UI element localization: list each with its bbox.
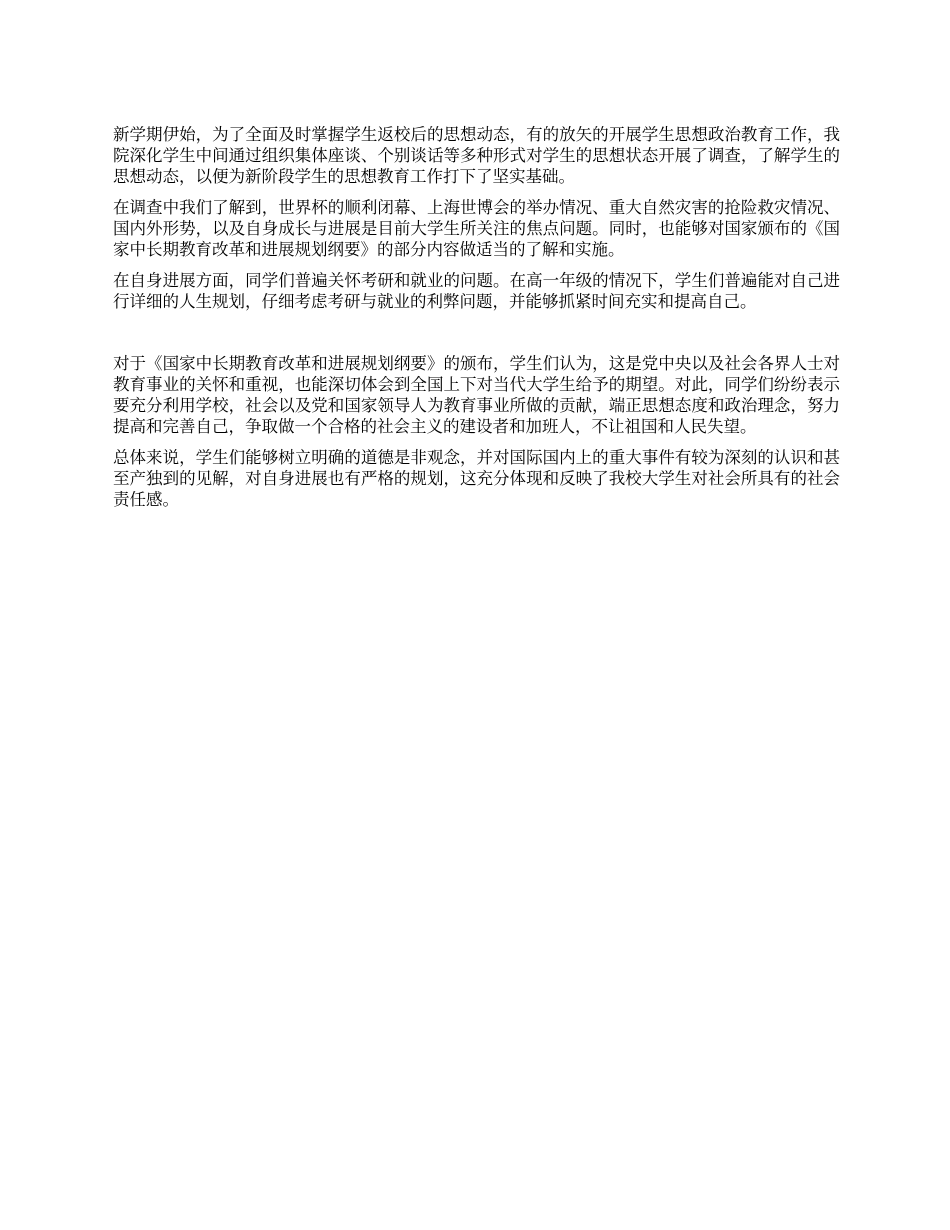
paragraph-3: 在自身进展方面，同学们普遍关怀考研和就业的问题。在高一年级的情况下，学生们普遍能对自己进行详细的人生规划，仔细考虑考研与就业的利弊问题，并能够抓紧时间充实和提高自己。 — [113, 271, 840, 311]
document-body — [113, 124, 840, 520]
paragraph-5: 总体来说，学生们能够树立明确的道德是非观念，并对国际国内上的重大事件有较为深刻的认识和甚至产独到的见解，对自身进展也有严格的规划，这充分体现和反映了我校大学生对社会所具有的社会责任感。 — [113, 448, 840, 509]
paragraph-4: 对于《国家中长期教育改革和进展规划纲要》的颁布，学生们认为，这是党中央以及社会各界人士对教育事业的关怀和重视，也能深切体会到全国上下对当代大学生给予的期望。对此，同学们纷纷表示要充分利用学校，社会以及党和国家领导人为教育事业所做的贡献，端正思想态度和政治理念，努力提高和完善自己，争取做一个合格的社会主义的建设者和加班人，不让祖国和人民失望。 — [113, 354, 840, 436]
paragraph-gap — [113, 322, 840, 353]
paragraph-1: 新学期伊始，为了全面及时掌握学生返校后的思想动态，有的放矢的开展学生思想政治教育工作，我院深化学生中间通过组织集体座谈、个别谈话等多种形式对学生的思想状态开展了调查，了解学生的思想动态，以便为新阶段学生的思想教育工作打下了坚实基础。 — [113, 125, 840, 186]
paragraph-2: 在调查中我们了解到，世界杯的顺利闭幕、上海世博会的举办情况、重大自然灾害的抢险救灾情况、国内外形势，以及自身成长与进展是目前大学生所关注的焦点问题。同时，也能够对国家颁布的《国家中长期教育改革和进展规划纲要》的部分内容做适当的了解和实施。 — [113, 198, 840, 259]
